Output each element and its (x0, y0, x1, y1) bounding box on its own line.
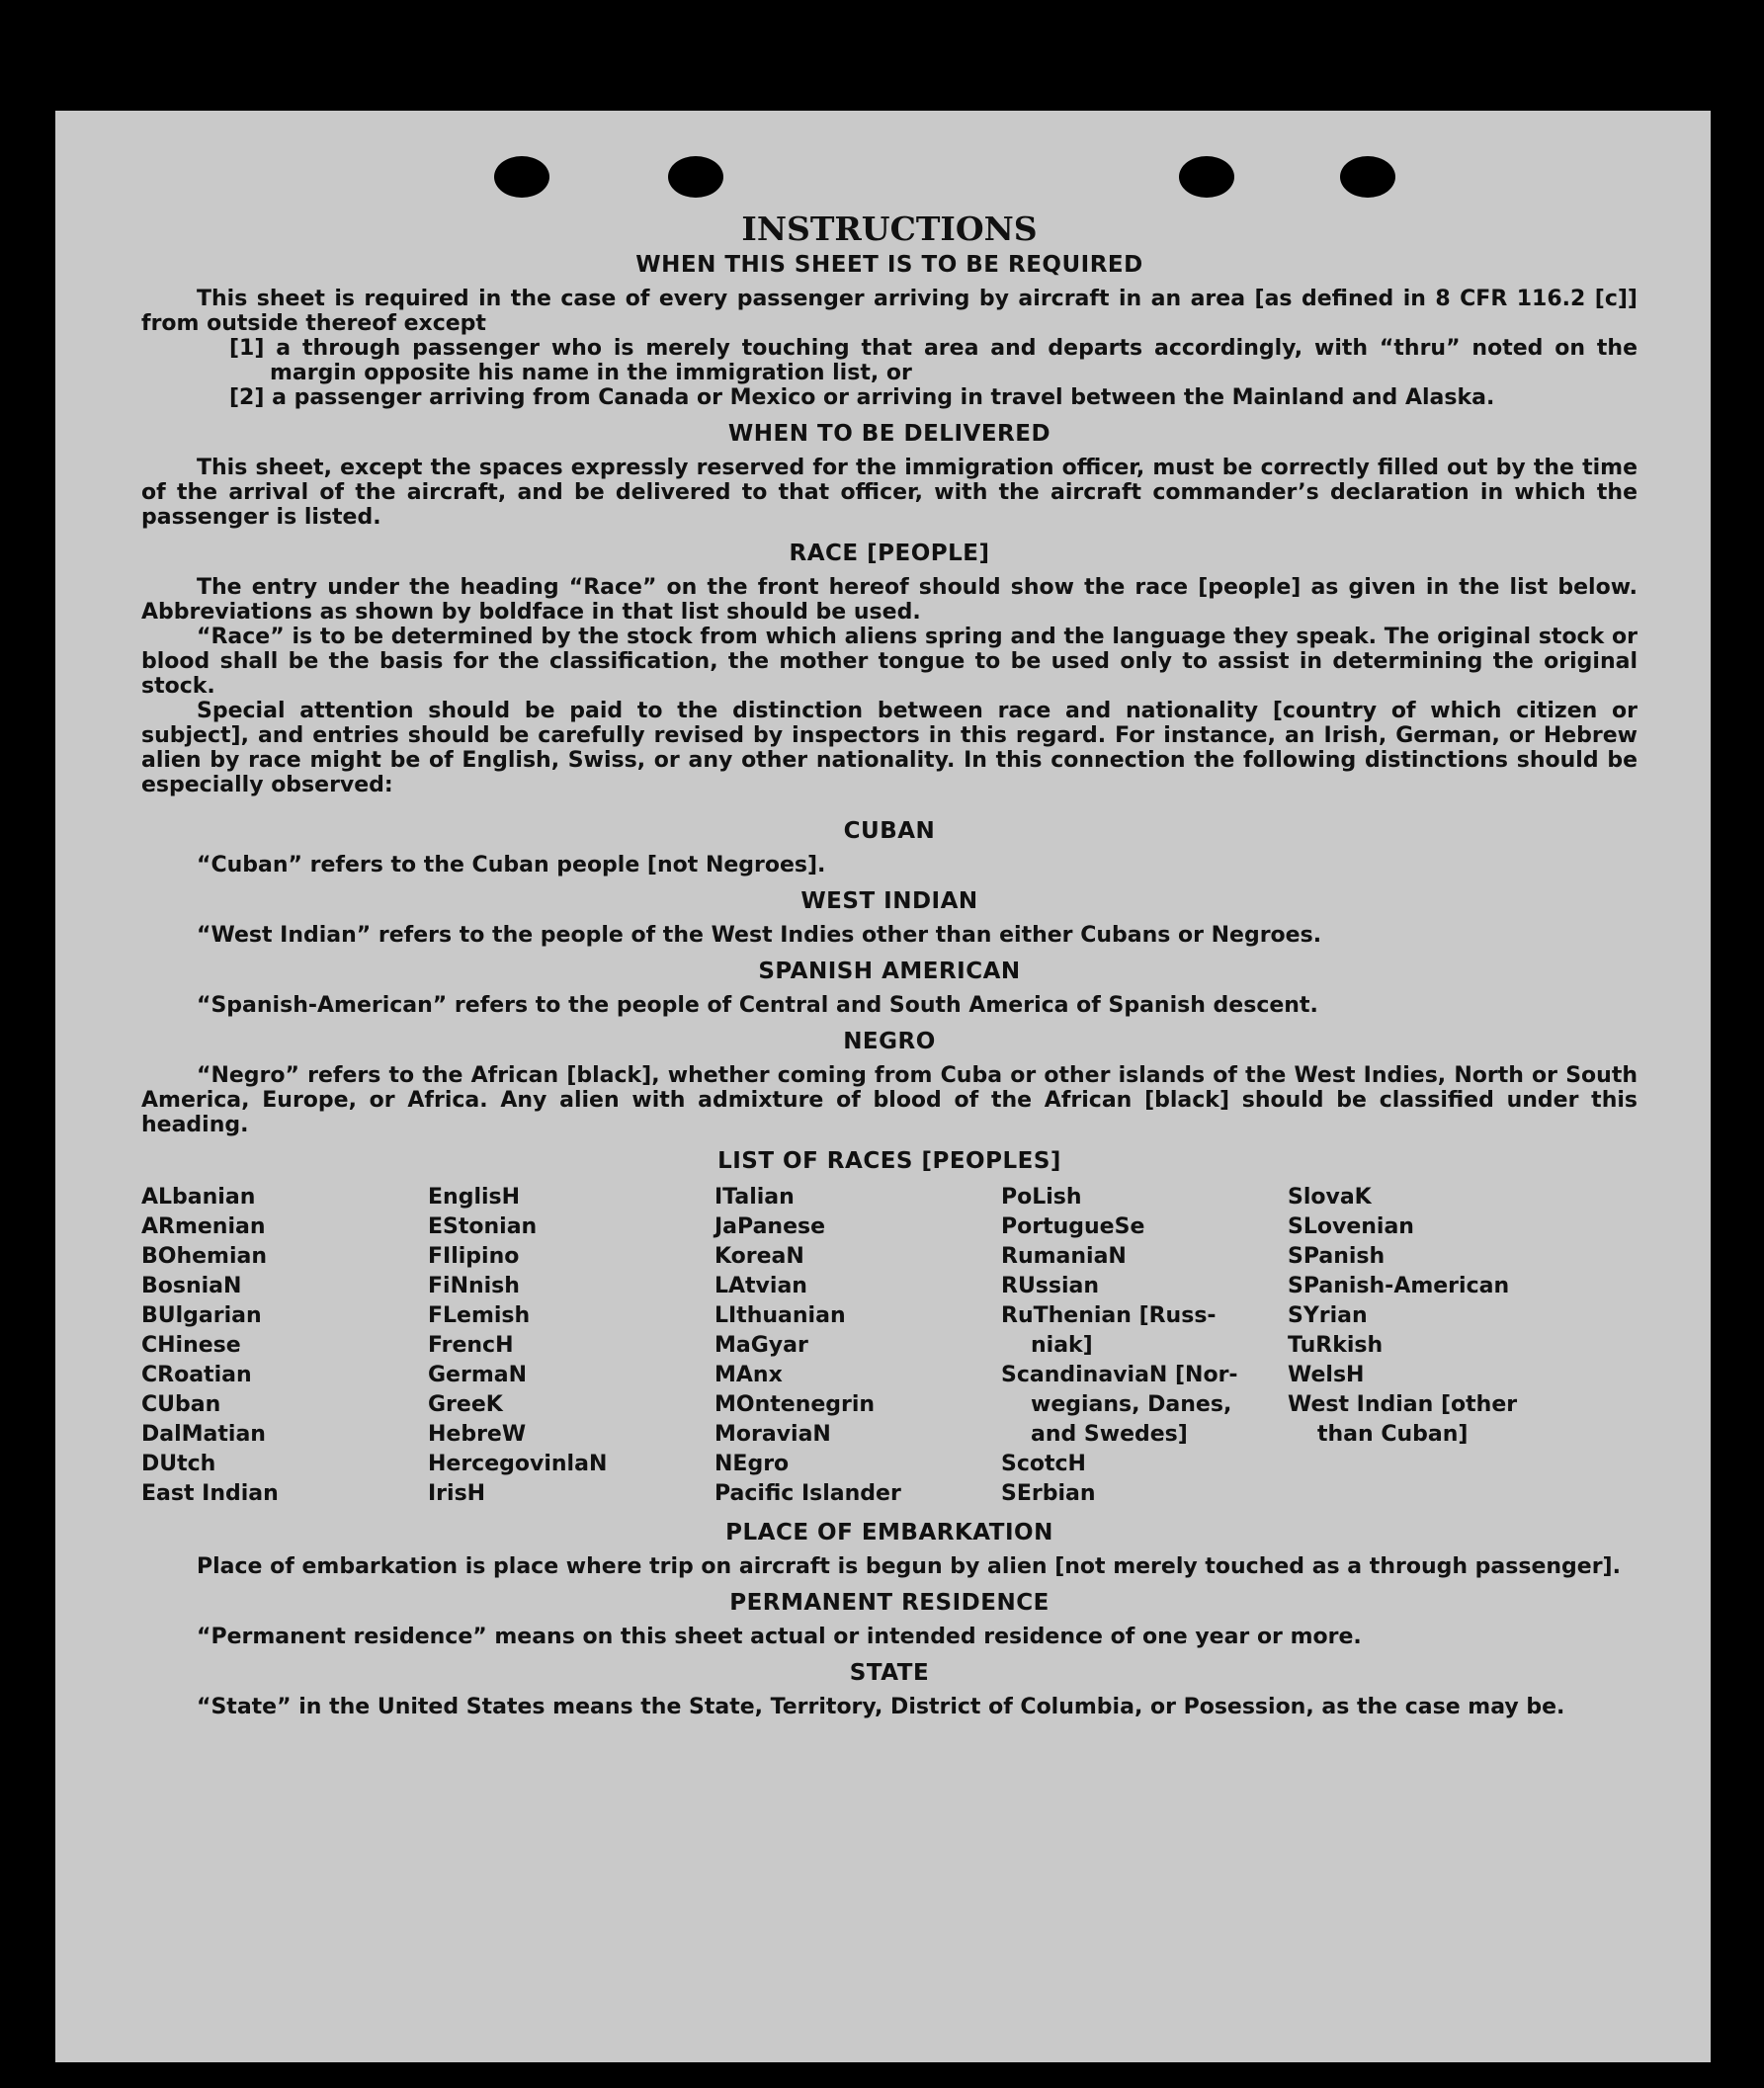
race-entry: CHinese (141, 1333, 241, 1358)
race-entry: FrencH (428, 1333, 514, 1358)
race-column (714, 1183, 1001, 1509)
cuban-text: “Cuban” refers to the Cuban people [not Negroes]. (197, 853, 826, 877)
race-list (141, 1183, 1638, 1509)
race-entry: wegians, Danes, (1031, 1392, 1232, 1417)
race-entry: SLovenian (1288, 1214, 1414, 1239)
race-entry: MaGyar (714, 1333, 808, 1358)
race-entry: PoLish (1001, 1185, 1082, 1210)
race-entry: RumaniaN (1001, 1244, 1127, 1269)
race-entry: ScandinaviaN [Nor- (1001, 1363, 1238, 1387)
race-entry: MAnx (714, 1363, 783, 1387)
race-entry: DUtch (141, 1452, 216, 1476)
race-entry: than Cuban] (1317, 1422, 1469, 1447)
race-paragraph-3: Special attention should be paid to the distinction between race and nationality [country of which citizen or subject], and entries should be carefully revised by inspectors in this regard. For instance, an Irish, German, or Hebrew alien by race might be of English, Swiss, or any other nationality. In this connection the following distinctions should be especially observed: (141, 699, 1638, 797)
race-entry: BosniaN (141, 1274, 242, 1298)
race-column (1001, 1183, 1288, 1509)
when-required-intro: This sheet is required in the case of every passenger arriving by aircraft in an area [as defined in 8 CFR 116.2 [c]] from outside thereof except (141, 287, 1638, 336)
list-of-races-heading: LIST OF RACES [PEOPLES] (717, 1148, 1061, 1174)
negro-text: “Negro” refers to the African [black], whether coming from Cuba or other islands of the West Indies, North or South America, Europe, or Africa. Any alien with admixture of blood of the African [black] should be classified under this heading. (141, 1063, 1638, 1137)
race-entry: ScotcH (1001, 1452, 1086, 1476)
race-entry: East Indian (141, 1481, 279, 1506)
race-entry: Pacific Islander (714, 1481, 901, 1506)
spanish-american-text: “Spanish-American” refers to the people of Central and South America of Spanish descent. (197, 993, 1318, 1018)
race-entry: EnglisH (428, 1185, 521, 1210)
when-delivered-text: This sheet, except the spaces expressly reserved for the immigration officer, must be correctly filled out by the time of the arrival of the aircraft, and be delivered to that officer, with the aircraft commander’s declaration in which the passenger is listed. (141, 456, 1638, 530)
race-entry: SlovaK (1288, 1185, 1372, 1210)
race-paragraph-1: The entry under the heading “Race” on the front hereof should show the race [people] as given in the list below. Abbreviations as shown by boldface in that list should be used. (141, 575, 1638, 625)
race-entry: RUssian (1001, 1274, 1100, 1298)
race-heading: RACE [PEOPLE] (789, 541, 990, 566)
race-entry: LAtvian (714, 1274, 807, 1298)
race-entry: TuRkish (1288, 1333, 1384, 1358)
race-entry: FIlipino (428, 1244, 520, 1269)
spanish-american-heading: SPANISH AMERICAN (758, 959, 1021, 984)
race-entry: SPanish-American (1288, 1274, 1510, 1298)
race-entry: HercegovinlaN (428, 1452, 608, 1476)
race-entry: SPanish (1288, 1244, 1386, 1269)
race-entry: SErbian (1001, 1481, 1096, 1506)
negro-heading: NEGRO (843, 1029, 936, 1054)
race-entry: CUban (141, 1392, 221, 1417)
race-entry: GermaN (428, 1363, 528, 1387)
state-text: “State” in the United States means the State, Territory, District of Columbia, or Posession, as the case may be. (197, 1695, 1565, 1719)
west-indian-text: “West Indian” refers to the people of the West Indies other than either Cubans or Negroes. (197, 923, 1322, 948)
cuban-heading: CUBAN (843, 818, 936, 844)
race-entry: BOhemian (141, 1244, 268, 1269)
embarkation-text: Place of embarkation is place where trip on aircraft is begun by alien [not merely touched as a through passenger]. (197, 1554, 1621, 1579)
race-entry: FLemish (428, 1303, 531, 1328)
race-entry: DalMatian (141, 1422, 266, 1447)
race-entry: IrisH (428, 1481, 486, 1506)
punch-hole (494, 156, 549, 198)
document-sheet (55, 111, 1711, 2062)
race-paragraph-2: “Race” is to be determined by the stock from which aliens spring and the language they speak. The original stock or blood shall be the basis for the classification, the mother tongue to be used only to assist in determining the original stock. (141, 625, 1638, 699)
west-indian-heading: WEST INDIAN (800, 888, 978, 914)
when-delivered-heading: WHEN TO BE DELIVERED (727, 421, 1051, 447)
race-entry: KoreaN (714, 1244, 804, 1269)
race-entry: and Swedes] (1031, 1422, 1188, 1447)
race-column (428, 1183, 714, 1509)
race-entry: ALbanian (141, 1185, 256, 1210)
race-column (141, 1183, 428, 1509)
when-required-heading: WHEN THIS SHEET IS TO BE REQUIRED (635, 252, 1143, 278)
punch-hole (1340, 156, 1395, 198)
race-entry: WelsH (1288, 1363, 1365, 1387)
exception-item-2: [2] a passenger arriving from Canada or Mexico or arriving in travel between the Mainland and Alaska. (229, 385, 1495, 410)
residence-text: “Permanent residence” means on this sheet actual or intended residence of one year or more. (197, 1625, 1362, 1649)
race-entry: ARmenian (141, 1214, 266, 1239)
race-entry: niak] (1031, 1333, 1093, 1358)
race-entry: SYrian (1288, 1303, 1368, 1328)
race-entry: EStonian (428, 1214, 538, 1239)
race-entry: West Indian [other (1288, 1392, 1518, 1417)
race-entry: GreeK (428, 1392, 503, 1417)
race-entry: LIthuanian (714, 1303, 846, 1328)
state-heading: STATE (849, 1660, 930, 1686)
embarkation-heading: PLACE OF EMBARKATION (725, 1520, 1053, 1545)
race-entry: NEgro (714, 1452, 790, 1476)
page-title: INSTRUCTIONS (741, 209, 1038, 248)
race-entry: JaPanese (714, 1214, 826, 1239)
race-entry: CRoatian (141, 1363, 252, 1387)
exception-item-1: [1] a through passenger who is merely touching that area and departs accordingly, with “thru” noted on the margin opposite his name in the immigration list, or (229, 336, 1638, 385)
race-column (1288, 1183, 1574, 1509)
race-entry: ITalian (714, 1185, 795, 1210)
race-entry: MoraviaN (714, 1422, 831, 1447)
race-entry: HebreW (428, 1422, 527, 1447)
instructions-content (141, 209, 1638, 1719)
punch-hole (668, 156, 723, 198)
race-entry: RuThenian [Russ- (1001, 1303, 1217, 1328)
race-entry: FiNnish (428, 1274, 520, 1298)
race-entry: PortugueSe (1001, 1214, 1145, 1239)
race-entry: MOntenegrin (714, 1392, 876, 1417)
race-entry: BUlgarian (141, 1303, 262, 1328)
residence-heading: PERMANENT RESIDENCE (729, 1590, 1050, 1616)
punch-hole (1179, 156, 1234, 198)
